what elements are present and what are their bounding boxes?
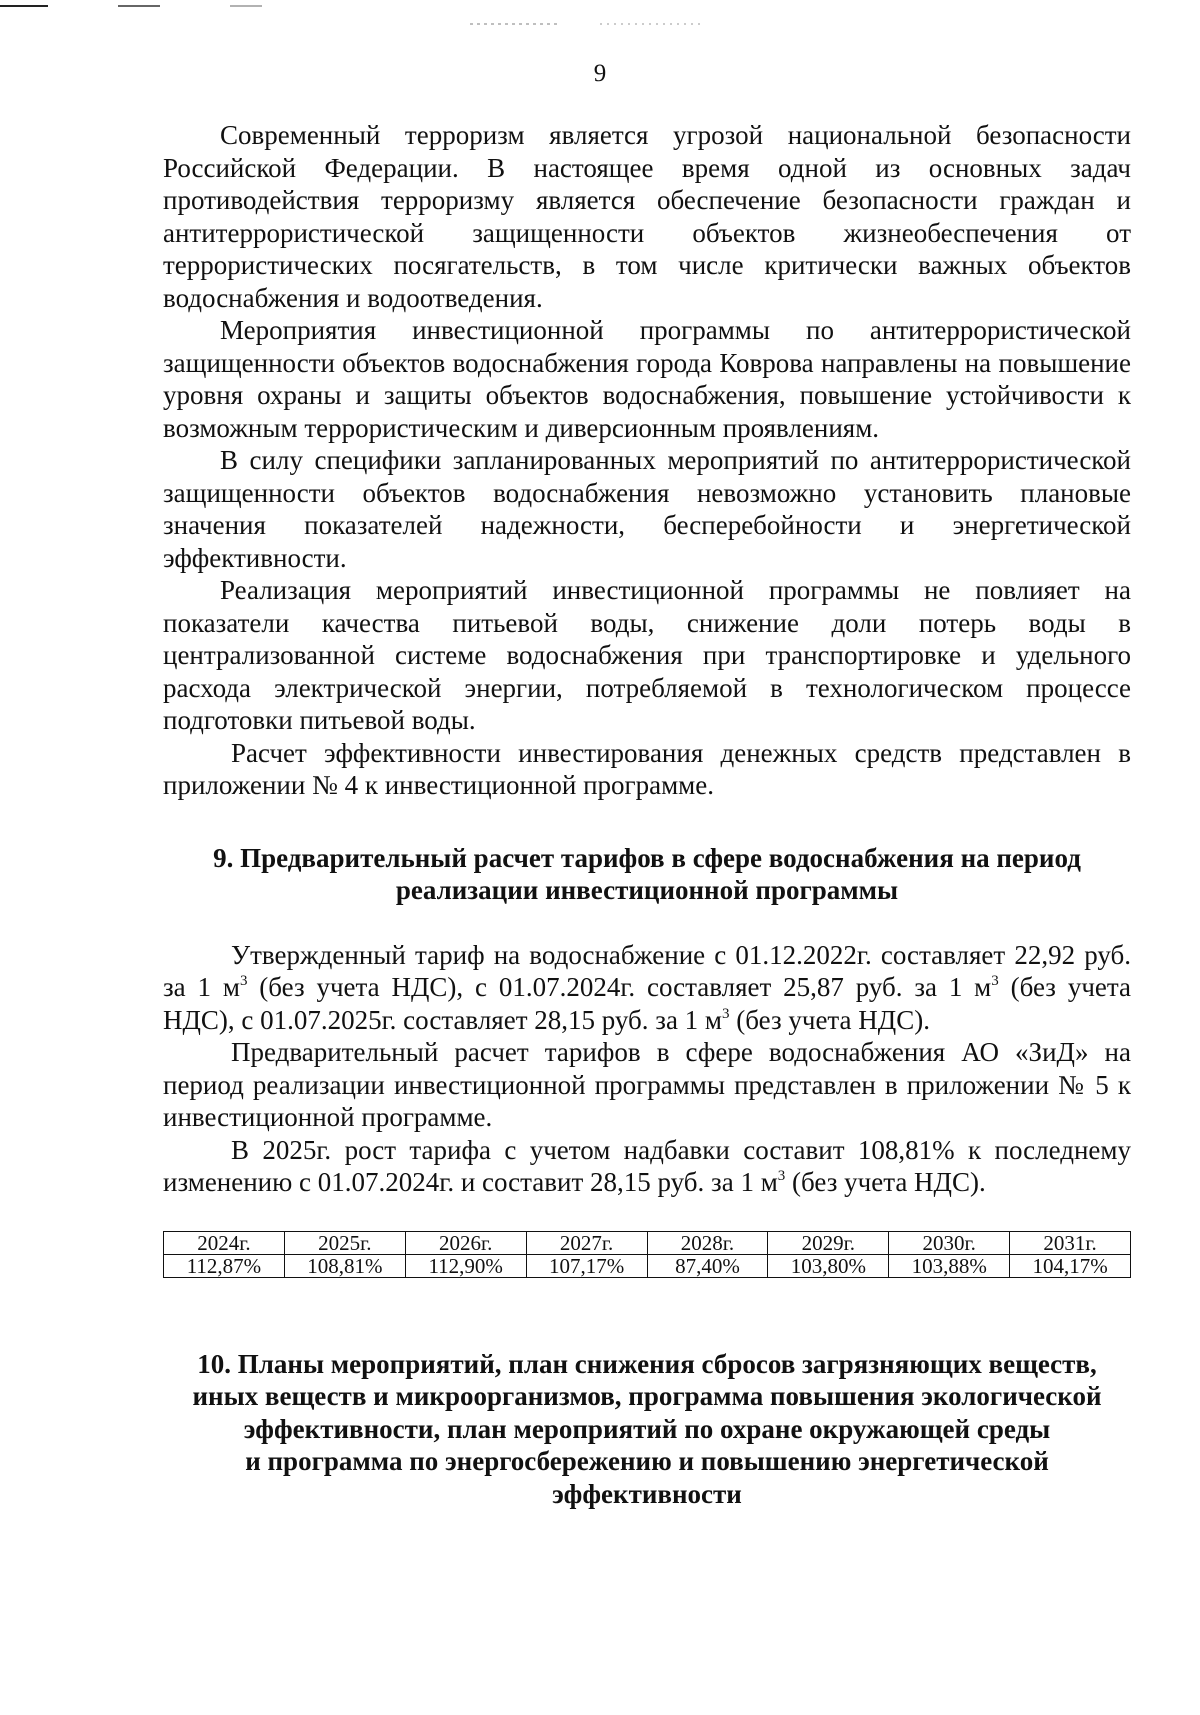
paragraph-preliminary-calculation: Предварительный расчет тарифов в сфере водоснабжения АО «ЗиД» на период реализации инвестиционной программы представлен в приложении № 5 к инвестиционной программе. (163, 1037, 1131, 1132)
paragraph-approved-tariff: Утвержденный тариф на водоснабжение с 01.12.2022г. составляет 22,92 руб. за 1 $м^3$ (без учета НДС), с 01.07.2024г. составляет 25,87 руб. за 1 $м^3$ (без учета НДС), с 01.07.2025г. составляет 28,15 руб. за 1 $м^3$ (без учета НДС). (163, 939, 1131, 1035)
section-10-heading-line: эффективности, план мероприятий по охране окружающей среды (243, 1413, 1051, 1444)
table-cell-year: 2031г. (1010, 1231, 1131, 1254)
section-9-heading (163, 842, 1131, 907)
table-cell-year: 2027г. (526, 1231, 647, 1254)
tariff-growth-table (163, 1231, 1131, 1278)
section-10-heading-line: иных веществ и микроорганизмов, программа повышения экологической (192, 1381, 1102, 1411)
paragraph-efficiency-calculation: Расчет эффективности инвестирования денежных средств представлен в приложении № 4 к инвестиционной программе. (163, 737, 1131, 800)
section-9-heading-line: 9. Предварительный расчет тарифов в сфере водоснабжения на период (213, 842, 1081, 873)
table-cell-value: 103,88% (889, 1254, 1010, 1277)
section-10-heading-line: 10. Планы мероприятий, план снижения сбросов загрязняющих веществ, (197, 1348, 1097, 1379)
table-cell-year: 2029г. (768, 1231, 889, 1254)
section-10-heading-line: и программа по энергосбережению и повышению энергетической (245, 1446, 1049, 1476)
scan-artifacts (0, 0, 1200, 40)
paragraph-program-measures: Мероприятия инвестиционной программы по антитеррористической защищенности объектов водоснабжения города Коврова направлены на повышение уровня охраны и защиты объектов водоснабжения, повышение устойчивости к возможным террористическим и диверсионным проявлениям. (163, 315, 1131, 443)
table-row (164, 1254, 1131, 1277)
section-10-heading (163, 1348, 1131, 1511)
paragraph-indicators: В силу специфики запланированных мероприятий по антитеррористической защищенности объектов водоснабжения невозможно установить плановые значения показателей надежности, бесперебойности и энергетической эффективности. (163, 445, 1131, 573)
table-cell-value: 112,87% (164, 1254, 285, 1277)
table-cell-year: 2026г. (405, 1231, 526, 1254)
table-cell-year: 2028г. (647, 1231, 768, 1254)
table-cell-value: 108,81% (284, 1254, 405, 1277)
table-cell-year: 2025г. (284, 1231, 405, 1254)
table-cell-value: 112,90% (405, 1254, 526, 1277)
table-cell-value: 103,80% (768, 1254, 889, 1277)
table-cell-year: 2030г. (889, 1231, 1010, 1254)
table-cell-year: 2024г. (164, 1231, 285, 1254)
section-9-heading-line: реализации инвестиционной программы (395, 875, 899, 905)
table-cell-value: 104,17% (1010, 1254, 1131, 1277)
document-body (163, 119, 1131, 1510)
paragraph-quality-impact: Реализация мероприятий инвестиционной программы не повлияет на показатели качества питьевой воды, снижение доли потерь воды в централизованной системе водоснабжения при транспортировке и удельного расхода электрической энергии, потребляемой в технологическом процессе подготовки питьевой воды. (163, 575, 1131, 735)
table-cell-value: 107,17% (526, 1254, 647, 1277)
section-10-heading-line: эффективности (552, 1478, 742, 1509)
paragraph-terrorism-threat: Современный терроризм является угрозой национальной безопасности Российской Федерации. В настоящее время одной из основных задач противодействия терроризму является обеспечение безопасности граждан и антитеррористической защищенности объектов жизнеобеспечения от террористических посягательств, в том числе критически важных объектов водоснабжения и водоотведения. (163, 120, 1131, 313)
page-number: 9 (593, 60, 607, 87)
table-header-row (164, 1231, 1131, 1254)
table-cell-value: 87,40% (647, 1254, 768, 1277)
paragraph-tariff-growth: В 2025г. рост тарифа с учетом надбавки составит 108,81% к последнему изменению с 01.07.2024г. и составит 28,15 руб. за 1 $м^3$ (без учета НДС). (163, 1134, 1131, 1197)
